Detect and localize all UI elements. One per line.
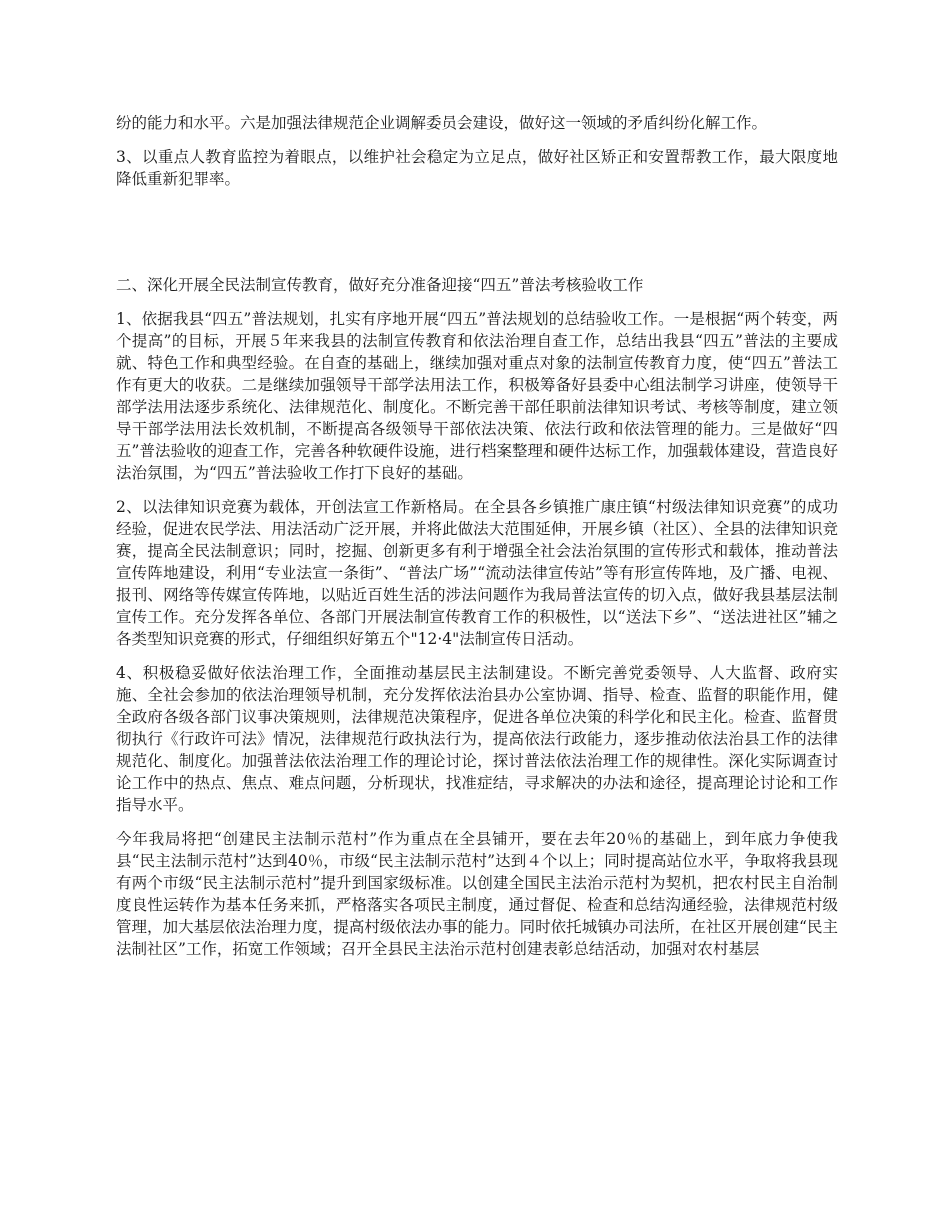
paragraph-6: 今年我局将把“创建民主法制示范村”作为重点在全县铺开，要在去年20％的基础上，到年底力争使我县“民主法制示范村”达到40％，市级“民主法制示范村”达到４个以上；同时提高站位水平，争取将我县现有两个市级“民主法制示范村”提升到国家级标准。以创建全国民主法治示范村为契机，把农村民主自治制度良性运转作为基本任务来抓，严格落实各项民主制度，通过督促、检查和总结沟通经验，法律规范村级管理，加大基层依法治理力度，提高村级依法办事的能力。同时依托城镇办司法所，在社区开展创建“民主法制社区”工作，拓宽工作领域；召开全县民主法治示范村创建表彰总结活动，加强对农村基层 bbox=[116, 830, 838, 958]
blank-space bbox=[116, 202, 838, 274]
paragraph-1: 纷的能力和水平。六是加强法律规范企业调解委员会建设，做好这一领域的矛盾纠纷化解工作。 bbox=[116, 114, 768, 132]
document-page bbox=[116, 112, 838, 972]
paragraph-3: 1、依据我县“四五”普法规划，扎实有序地开展“四五”普法规划的总结验收工作。一是根据“两个转变，两个提高”的目标，开展５年来我县的法制宣传教育和依法治理自查工作，总结出我县“四五”普法的主要成就、特色工作和典型经验。在自查的基础上，继续加强对重点对象的法制宣传教育力度，使“四五”普法工作有更大的收获。二是继续加强领导干部学法用法工作，积极筹备好县委中心组法制学习讲座，使领导干部学法用法逐步系统化、法律规范化、制度化。不断完善干部任职前法律知识考试、考核等制度，建立领导干部学法用法长效机制，不断提高各级领导干部依法决策、依法行政和依法管理的能力。三是做好“四五”普法验收的迎查工作，完善各种软硬件设施，进行档案整理和硬件达标工作，加强载体建设，营造良好法治氛围，为“四五”普法验收工作打下良好的基础。 bbox=[116, 310, 838, 482]
paragraph-5: 4、积极稳妥做好依法治理工作，全面推动基层民主法制建设。不断完善党委领导、人大监督、政府实施、全社会参加的依法治理领导机制，充分发挥依法治县办公室协调、指导、检查、监督的职能作用，健全政府各级各部门议事决策规则，法律规范决策程序，促进各单位决策的科学化和民主化。检查、监督贯彻执行《行政许可法》情况，法律规范行政执法行为，提高依法行政能力，逐步推动依法治县工作的法律规范化、制度化。加强普法依法治理工作的理论讨论，探讨普法依法治理工作的规律性。深化实际调查讨论工作中的热点、焦点、难点问题，分析现状，找准症结，寻求解决的办法和途径，提高理论讨论和工作指导水平。 bbox=[116, 664, 838, 814]
section-heading: 二、深化开展全民法制宣传教育，做好充分准备迎接“四五”普法考核验收工作 bbox=[116, 276, 644, 294]
paragraph-2: 3、以重点人教育监控为着眼点，以维护社会稳定为立足点，做好社区矫正和安置帮教工作，最大限度地降低重新犯罪率。 bbox=[116, 148, 838, 188]
paragraph-4: 2、以法律知识竞赛为载体，开创法宣工作新格局。在全县各乡镇推广康庄镇“村级法律知识竞赛”的成功经验，促进农民学法、用法活动广泛开展，并将此做法大范围延伸，开展乡镇（社区）、全县的法律知识竞赛，提高全民法制意识；同时，挖掘、创新更多有利于增强全社会法治氛围的宣传形式和载体，推动普法宣传阵地建设，利用“专业法宣一条街”、“普法广场”“流动法律宣传站”等有形宣传阵地，及广播、电视、报刊、网络等传媒宣传阵地，以贴近百姓生活的涉法问题作为我局普法宣传的切入点，做好我县基层法制宣传工作。充分发挥各单位、各部门开展法制宣传教育工作的积极性，以“送法下乡”、“送法进社区”辅之各类型知识竞赛的形式，仔细组织好第五个"12·4"法制宣传日活动。 bbox=[116, 498, 838, 648]
